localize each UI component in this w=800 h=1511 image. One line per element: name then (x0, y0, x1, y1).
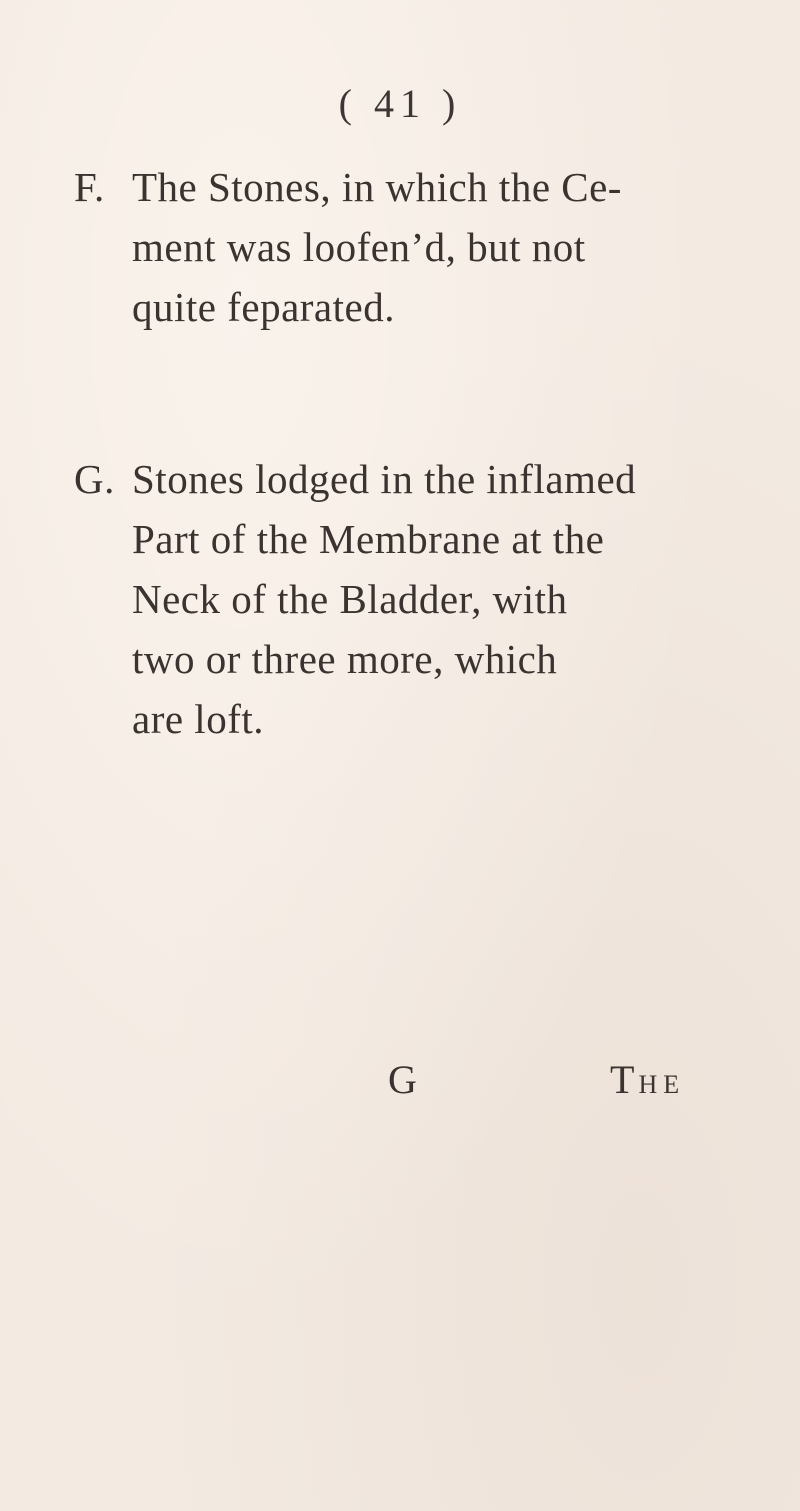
signature-mark: G (388, 1057, 417, 1102)
entry-line: are loft. (132, 696, 264, 742)
entry-line: ment was loofen’d, but not (132, 224, 586, 270)
catchword (610, 1056, 685, 1103)
entry-line: Neck of the Bladder, with (132, 576, 568, 622)
catchword-initial: T (610, 1057, 639, 1102)
entry-letter: G. (74, 456, 115, 502)
entry-f (74, 157, 700, 337)
entry-line: Stones lodged in the inflamed (132, 456, 637, 502)
entry-line: quite feparated. (132, 284, 395, 330)
catchword-rest: HE (638, 1070, 686, 1099)
entry-letter: F. (74, 164, 105, 210)
entry-g (74, 449, 700, 749)
page-number: ( 41 ) (338, 81, 462, 126)
entry-line: two or three more, which (132, 636, 558, 682)
entry-line: Part of the Membrane at the (132, 516, 605, 562)
entry-line: The Stones, in which the Ce- (132, 164, 622, 210)
